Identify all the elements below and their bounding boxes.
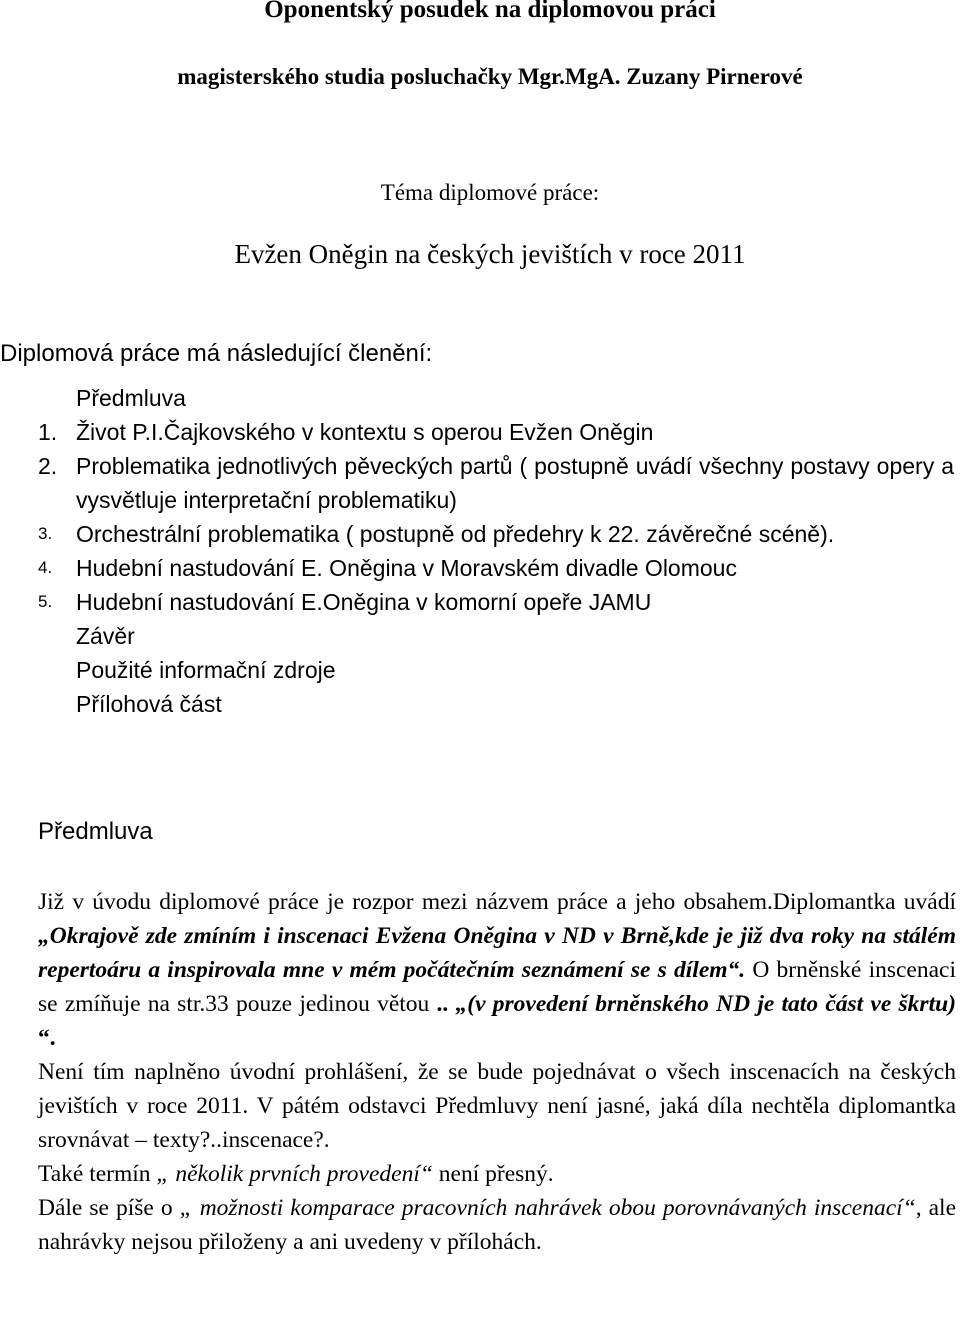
toc-item-label: Předmluva — [76, 385, 186, 411]
quote-text: „(v provedení brněnského ND je tato část ve škrtu) — [448, 991, 956, 1017]
paragraph-text: Již v úvodu diplomové práce je rozpor mezi názvem práce a jeho obsahem.Diplomantka uvádí — [38, 889, 956, 915]
toc-item-label: Život P.I.Čajkovského v kontextu s operou Evžen Oněgin — [76, 419, 654, 445]
toc-item-number: 5. — [38, 592, 53, 611]
toc-item-label: Hudební nastudování E. Oněgina v Moravském divadle Olomouc — [76, 555, 737, 581]
paragraph-text: není přesný. — [432, 1161, 554, 1187]
paragraph — [38, 1191, 956, 1259]
paragraph-text: Také termín — [38, 1161, 157, 1187]
paragraph-text: , ale nahrávky nejsou přiloženy a ani uvedeny v přílohách. — [38, 1195, 956, 1255]
toc-item-label: Orchestrální problematika ( postupně od předehry k 22. závěrečné scéně). — [76, 521, 835, 547]
toc-item — [0, 551, 960, 585]
paragraph-text: Dále se píše o — [38, 1195, 180, 1221]
toc-item-label: Závěr — [76, 623, 135, 649]
structure-intro: Diplomová práce má následující členění: — [0, 340, 433, 367]
quote-text: „ několik prvních provedení“ — [156, 1161, 433, 1187]
document-title: Oponentský posudek na diplomovou práci — [264, 0, 716, 23]
toc-item-number: 2. — [38, 453, 58, 479]
topic-label: Téma diplomové práce: — [380, 180, 600, 205]
toc-item — [0, 517, 960, 551]
paragraph-text: .. — [436, 991, 449, 1017]
toc-item — [0, 687, 960, 721]
quote-text: „ možnosti komparace pracovních nahrávek obou porovnávaných inscenací“ — [179, 1195, 916, 1221]
paragraph-text: O brněnské inscenaci se zmíňuje na str.33 pouze jedinou větou — [38, 957, 956, 1017]
section-heading: Předmluva — [38, 818, 153, 845]
toc-item-number: 1. — [38, 419, 58, 445]
toc-item-label: Problematika jednotlivých pěveckých partů ( postupně uvádí všechny postavy opery a vysvětluje interpretační problematiku) — [76, 453, 954, 513]
toc-item-label: Přílohová část — [76, 691, 222, 717]
thesis-topic: Evžen Oněgin na českých jevištích v roce 2011 — [234, 239, 746, 269]
toc-item-number: 4. — [38, 558, 53, 577]
toc-item — [0, 449, 960, 517]
section-body — [38, 885, 956, 1259]
toc-item-label: Hudební nastudování E.Oněgina v komorní opeře JAMU — [76, 589, 652, 615]
toc-item — [0, 381, 960, 415]
table-of-contents — [0, 381, 960, 721]
toc-item — [0, 585, 960, 619]
paragraph-text: “. — [38, 1025, 56, 1051]
toc-item — [0, 619, 960, 653]
document-subtitle: magisterského studia posluchačky Mgr.MgA. Zuzany Pirnerové — [177, 64, 803, 89]
paragraph — [38, 1157, 956, 1191]
toc-item-number: 3. — [38, 524, 53, 543]
quote-text: „Okrajově zde zmíním i inscenaci Evžena Oněgina v ND v Brně,kde je již dva roky na stálém repertoáru a inspirovala mne v mém počátečním seznámení se s dílem“. — [38, 923, 956, 983]
toc-item — [0, 653, 960, 687]
toc-item-label: Použité informační zdroje — [76, 657, 336, 683]
paragraph: Není tím naplněno úvodní prohlášení, že se bude pojednávat o všech inscenacích na českých jevištích v roce 2011. V pátém odstavci Předmluvy není jasné, jaká díla nechtěla diplomantka srovnávat – texty?..inscenace?. — [38, 1059, 956, 1153]
paragraph — [38, 885, 956, 1055]
toc-item — [0, 415, 960, 449]
